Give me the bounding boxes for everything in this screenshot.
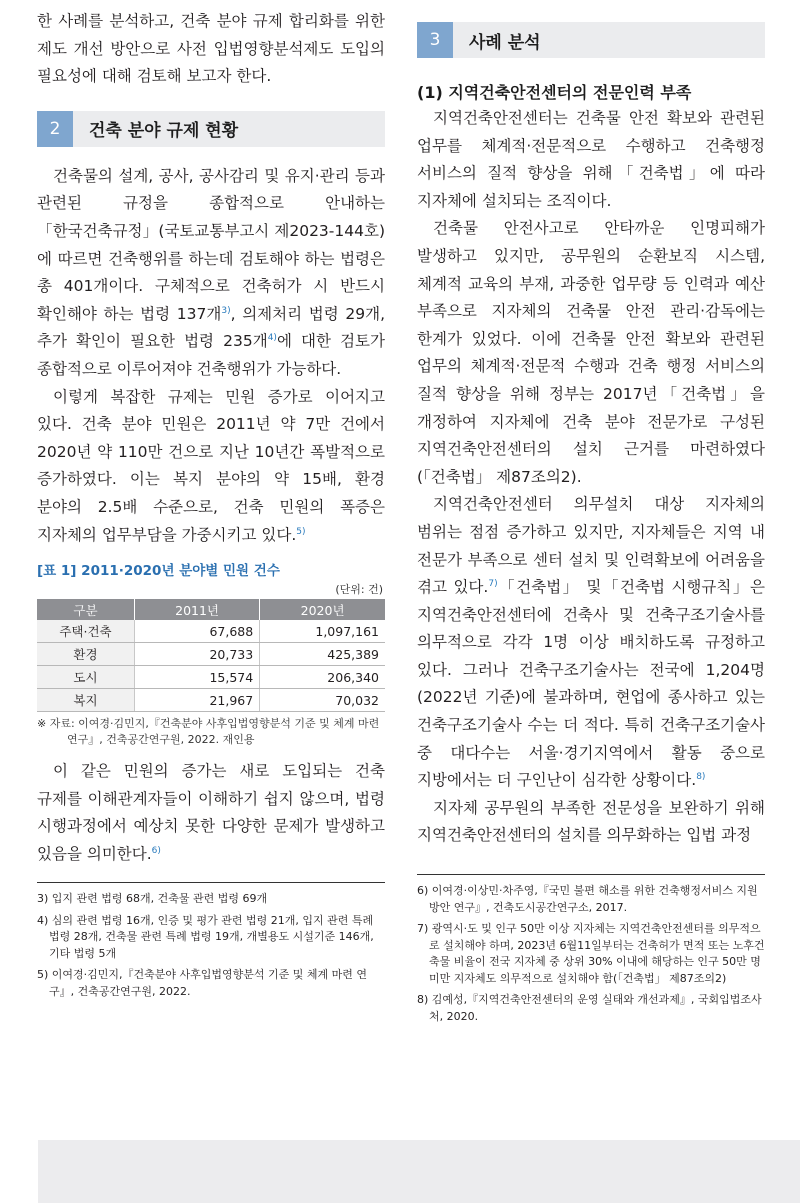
table-source: ※ 자료: 이여경·김민지,『건축분야 사후입법영향분석 기준 및 체계 마련 연구』, 건축공간연구원, 2022. 재인용 bbox=[37, 717, 380, 747]
table-row bbox=[37, 666, 385, 689]
footnote-ref-3[interactable]: 3) bbox=[221, 305, 231, 316]
section-3-title: 사례 분석 bbox=[469, 32, 541, 53]
table-header-cell: 2011년 bbox=[134, 599, 259, 620]
table-cell: 15,574 bbox=[134, 666, 259, 689]
section-3-number: 3 bbox=[417, 22, 453, 58]
footnote-6: 6) 이여경·이상민·차주영,『국민 불편 해소를 위한 건축행정서비스 지원방안 연구』, 건축도시공간연구소, 2017. bbox=[417, 884, 758, 914]
table-row bbox=[37, 643, 385, 666]
table-row bbox=[37, 689, 385, 712]
complaints-table bbox=[37, 599, 385, 712]
footnote-divider bbox=[417, 874, 765, 875]
paragraph-regulations: 건축물의 설계, 공사, 공사감리 및 유지·관리 등과 관련된 규정을 종합적으로 안내하는「한국건축규정」(국토교통부고시 제2023-144호)에 따르면 건축행위를 하는데 검토해야 하는 법령은 총 401개이다. 구체적으로 건축허가 시 반드시 확인해야 하는 법령 137개$^{3)}$, 의제처리 법령 29개, 추가 확인이 필요한 법령 235개$^{4)}$에 대한 검토가 종합적으로 이루어져야 건축행위가 가능하다. bbox=[37, 166, 386, 378]
table-caption: [표 1] 2011·2020년 분야별 민원 건수 bbox=[37, 563, 280, 580]
footnote-ref-8[interactable]: 8) bbox=[696, 772, 706, 783]
table-cell: 환경 bbox=[37, 643, 134, 666]
paragraph-complaints: 이렇게 복잡한 규제는 민원 증가로 이어지고 있다. 건축 분야 민원은 2011년 약 7만 건에서 2020년 약 110만 건으로 지난 10년간 폭발적으로 증가하였다. 이는 복지 분야의 약 15배, 환경 분야의 2.5배 수준으로, 건축 민원의 폭증은 지자체의 업무부담을 가중시키고 있다.$^{5)}$ bbox=[37, 387, 385, 544]
table-header-cell: 2020년 bbox=[260, 599, 385, 620]
table-header-cell: 구분 bbox=[37, 599, 134, 620]
footnote-ref-4[interactable]: 4) bbox=[267, 333, 277, 344]
footnote-7: 7) 광역시·도 및 인구 50만 이상 지자체는 지역건축안전센터를 의무적으로 설치해야 하며, 2023년 6월11일부터는 건축허가 면적 또는 노후건축물 비율이 전국 지자체 중 상위 30% 이내에 해당하는 인구 50만 명 미만 지자체도 의무적으로 설치해야 함(「건축법」 제87조의2) bbox=[417, 922, 765, 985]
table-cell: 21,967 bbox=[134, 689, 259, 712]
table-cell: 70,032 bbox=[260, 689, 385, 712]
section-3-heading bbox=[417, 22, 765, 58]
footnote-divider bbox=[37, 882, 385, 883]
footnote-4: 4) 심의 관련 법령 16개, 인증 및 평가 관련 법령 21개, 입지 관련 특례 법령 28개, 건축물 관련 특례 법령 19개, 개별용도 시설기준 146개, 기타 법령 5개 bbox=[37, 913, 374, 960]
section-2-title: 건축 분야 규제 현황 bbox=[89, 121, 239, 142]
paragraph-staff-shortage: 지역건축안전센터 의무설치 대상 지자체의 범위는 점점 증가하고 있지만, 지자체들은 지역 내 전문가 부족으로 센터 설치 및 인력확보에 어려움을 겪고 있다.$^{7)}$「건축법」 및「건축법 시행규칙」은 지역건축안전센터에 건축사 및 건축구조기술사를 의무적으로 각각 1명 이상 배치하도록 규정하고 있다. 그러나 건축구조기술사는 전국에 1,204명(2022년 기준)에 불과하며, 현업에 종사하고 있는 건축구조기술사 수는 더 적다. 특히 건축구조기술사 중 대다수는 서울·경기지역에서 활동 중으로 지방에서는 더 구인난이 심각한 상황이다.$^{8)}$ bbox=[417, 495, 766, 790]
footnote-ref-5[interactable]: 5) bbox=[296, 526, 306, 537]
table-cell: 복지 bbox=[37, 689, 134, 712]
table-header-row bbox=[37, 599, 385, 620]
subsection-heading: (1) 지역건축안전센터의 전문인력 부족 bbox=[417, 83, 692, 102]
section-2-number: 2 bbox=[37, 111, 73, 147]
table-cell: 206,340 bbox=[260, 666, 385, 689]
paragraph-safety-background: 건축물 안전사고로 안타까운 인명피해가 발생하고 있지만, 공무원의 순환보직 시스템, 체계적 교육의 부재, 과중한 업무량 등 인력과 예산 부족으로 지자체의 건축물 안전 관리·감독에는 한계가 있었다. 이에 건축물 안전 확보와 관련된 업무의 체계적·전문적 수행과 건축 행정 서비스의 질적 향상을 위해 정부는 2017년「건축법」을 개정하여 지자체에 건축 분야 전문가로 구성된 지역건축안전센터의 설치 근거를 마련하였다(「건축법」 제87조의2). bbox=[417, 219, 765, 486]
table-cell: 1,097,161 bbox=[260, 620, 385, 643]
table-cell: 도시 bbox=[37, 666, 134, 689]
paragraph-center-definition: 지역건축안전센터는 건축물 안전 확보와 관련된 업무를 체계적·전문적으로 수행하고 건축행정 서비스의 질적 향상을 위해「건축법」에 따라 지자체에 설치되는 조직이다. bbox=[417, 109, 765, 210]
footnote-5: 5) 이여경·김민지,『건축분야 사후입법영향분석 기준 및 체계 마련 연구』, 건축공간연구원, 2022. bbox=[37, 968, 368, 998]
intro-paragraph: 한 사례를 분석하고, 건축 분야 규제 합리화를 위한 제도 개선 방안으로 사전 입법영향분석제도 도입의 필요성에 대해 검토해 보고자 한다. bbox=[37, 12, 385, 86]
paragraph-legislation: 지자체 공무원의 부족한 전문성을 보완하기 위해 지역건축안전센터의 설치를 의무화하는 입법 과정 bbox=[417, 798, 765, 845]
table-cell: 주택·건축 bbox=[37, 620, 134, 643]
table-cell: 67,688 bbox=[134, 620, 259, 643]
table-row bbox=[37, 620, 385, 643]
footnote-8: 8) 김예성,『지역건축안전센터의 운영 실태와 개선과제』, 국회입법조사처, 2020. bbox=[417, 993, 762, 1023]
table-unit: (단위: 건) bbox=[335, 583, 383, 597]
footnote-ref-6[interactable]: 6) bbox=[151, 845, 161, 856]
table-cell: 425,389 bbox=[260, 643, 385, 666]
paragraph-implication: 이 같은 민원의 증가는 새로 도입되는 건축 규제를 이해관계자들이 이해하기 쉽지 않으며, 법령 시행과정에서 예상치 못한 다양한 문제가 발생하고 있음을 의미한다.$^{6)}$ bbox=[37, 762, 385, 863]
left-column bbox=[37, 8, 385, 1005]
footnote-3: 3) 입지 관련 법령 68개, 건축물 관련 법령 69개 bbox=[37, 892, 268, 906]
table-cell: 20,733 bbox=[134, 643, 259, 666]
right-column bbox=[417, 8, 765, 1030]
section-2-heading bbox=[37, 111, 385, 147]
footnote-ref-7[interactable]: 7) bbox=[488, 578, 498, 589]
page-footer-band bbox=[38, 1140, 800, 1203]
